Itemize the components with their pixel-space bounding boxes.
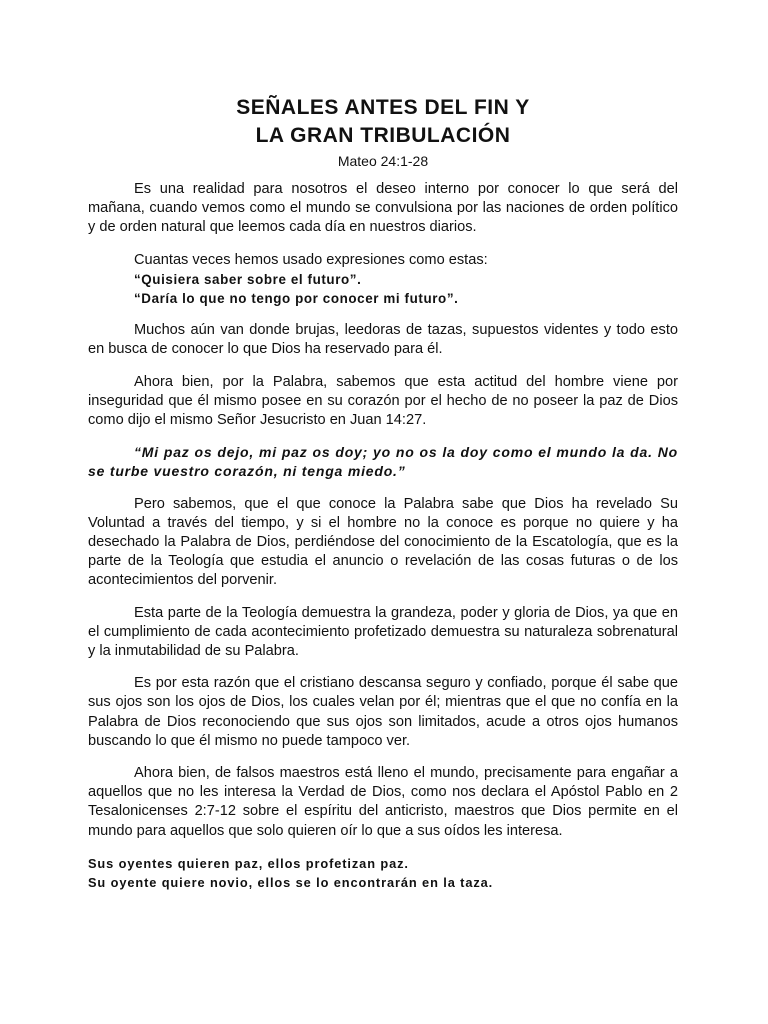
bible-verse-quote: “Mi paz os dejo, mi paz os doy; yo no os la doy como el mundo la da. No se turbe vuestro corazón, ni tenga miedo.” — [88, 444, 678, 480]
paragraph-5: Pero sabemos, que el que conoce la Palabra sabe que Dios ha revelado Su Voluntad a través del tiempo, y si el hombre no la conoce es porque no quiere y ha desechado la Palabra de Dios, perdiéndose del conocimiento de la Escatología, que es la parte de la Teología que estudia el anuncio o revelación de las cosas futuras o de los acontecimientos del porvenir. — [88, 495, 678, 589]
paragraph-2-intro: Cuantas veces hemos usado expresiones como estas: — [134, 251, 488, 268]
paragraph-1: Es una realidad para nosotros el deseo interno por conocer lo que será del mañana, cuando vemos como el mundo se convulsiona por las naciones de orden político y de orden natural que leemos cada día en nuestros diarios. — [88, 181, 678, 236]
document-title — [88, 94, 678, 150]
scripture-reference: Mateo 24:1-28 — [337, 153, 429, 169]
quote-1: “Quisiera saber sobre el futuro”. — [134, 271, 362, 287]
document-page — [88, 94, 678, 892]
closing-block — [88, 854, 678, 892]
paragraph-7: Es por esta razón que el cristiano descansa seguro y confiado, porque él sabe que sus ojos son los ojos de Dios, los cuales velan por él; mientras que el que no confía en la Palabra de Dios reconociendo que sus ojos son limitados, acude a otros ojos humanos buscando lo que él mismo no puede tampoco ver. — [88, 675, 678, 749]
title-line-1: SEÑALES ANTES DEL FIN Y — [236, 96, 530, 119]
title-line-2: LA GRAN TRIBULACIÓN — [255, 124, 511, 147]
closing-line-1: Sus oyentes quieren paz, ellos profetizan paz. — [88, 855, 409, 871]
closing-line-2: Su oyente quiere novio, ellos se lo encontrarán en la taza. — [88, 875, 494, 891]
paragraph-2 — [88, 251, 678, 309]
paragraph-4: Ahora bien, por la Palabra, sabemos que esta actitud del hombre viene por inseguridad que él mismo posee en su corazón por el hecho de no poseer la paz de Dios como dijo el mismo Señor Jesucristo en Juan 14:27. — [88, 373, 678, 429]
quote-2: “Daría lo que no tengo por conocer mi futuro”. — [134, 291, 459, 307]
paragraph-6: Esta parte de la Teología demuestra la grandeza, poder y gloria de Dios, ya que en el cumplimiento de cada acontecimiento profetizado demuestra su naturaleza sobrenatural y la inmutabilidad de su Palabra. — [88, 604, 678, 660]
paragraph-3: Muchos aún van donde brujas, leedoras de tazas, supuestos videntes y todo esto en busca de conocer lo que Dios ha reservado para él. — [88, 322, 678, 358]
paragraph-8: Ahora bien, de falsos maestros está lleno el mundo, precisamente para engañar a aquellos que no les interesa la Verdad de Dios, como nos declara el Apóstol Pablo en 2 Tesalonicenses 2:7-12 sobre el espíritu del anticristo, maestros que Dios permite en el mundo para aquellos que solo quieren oír lo que a sus oídos les interesa. — [88, 765, 678, 839]
